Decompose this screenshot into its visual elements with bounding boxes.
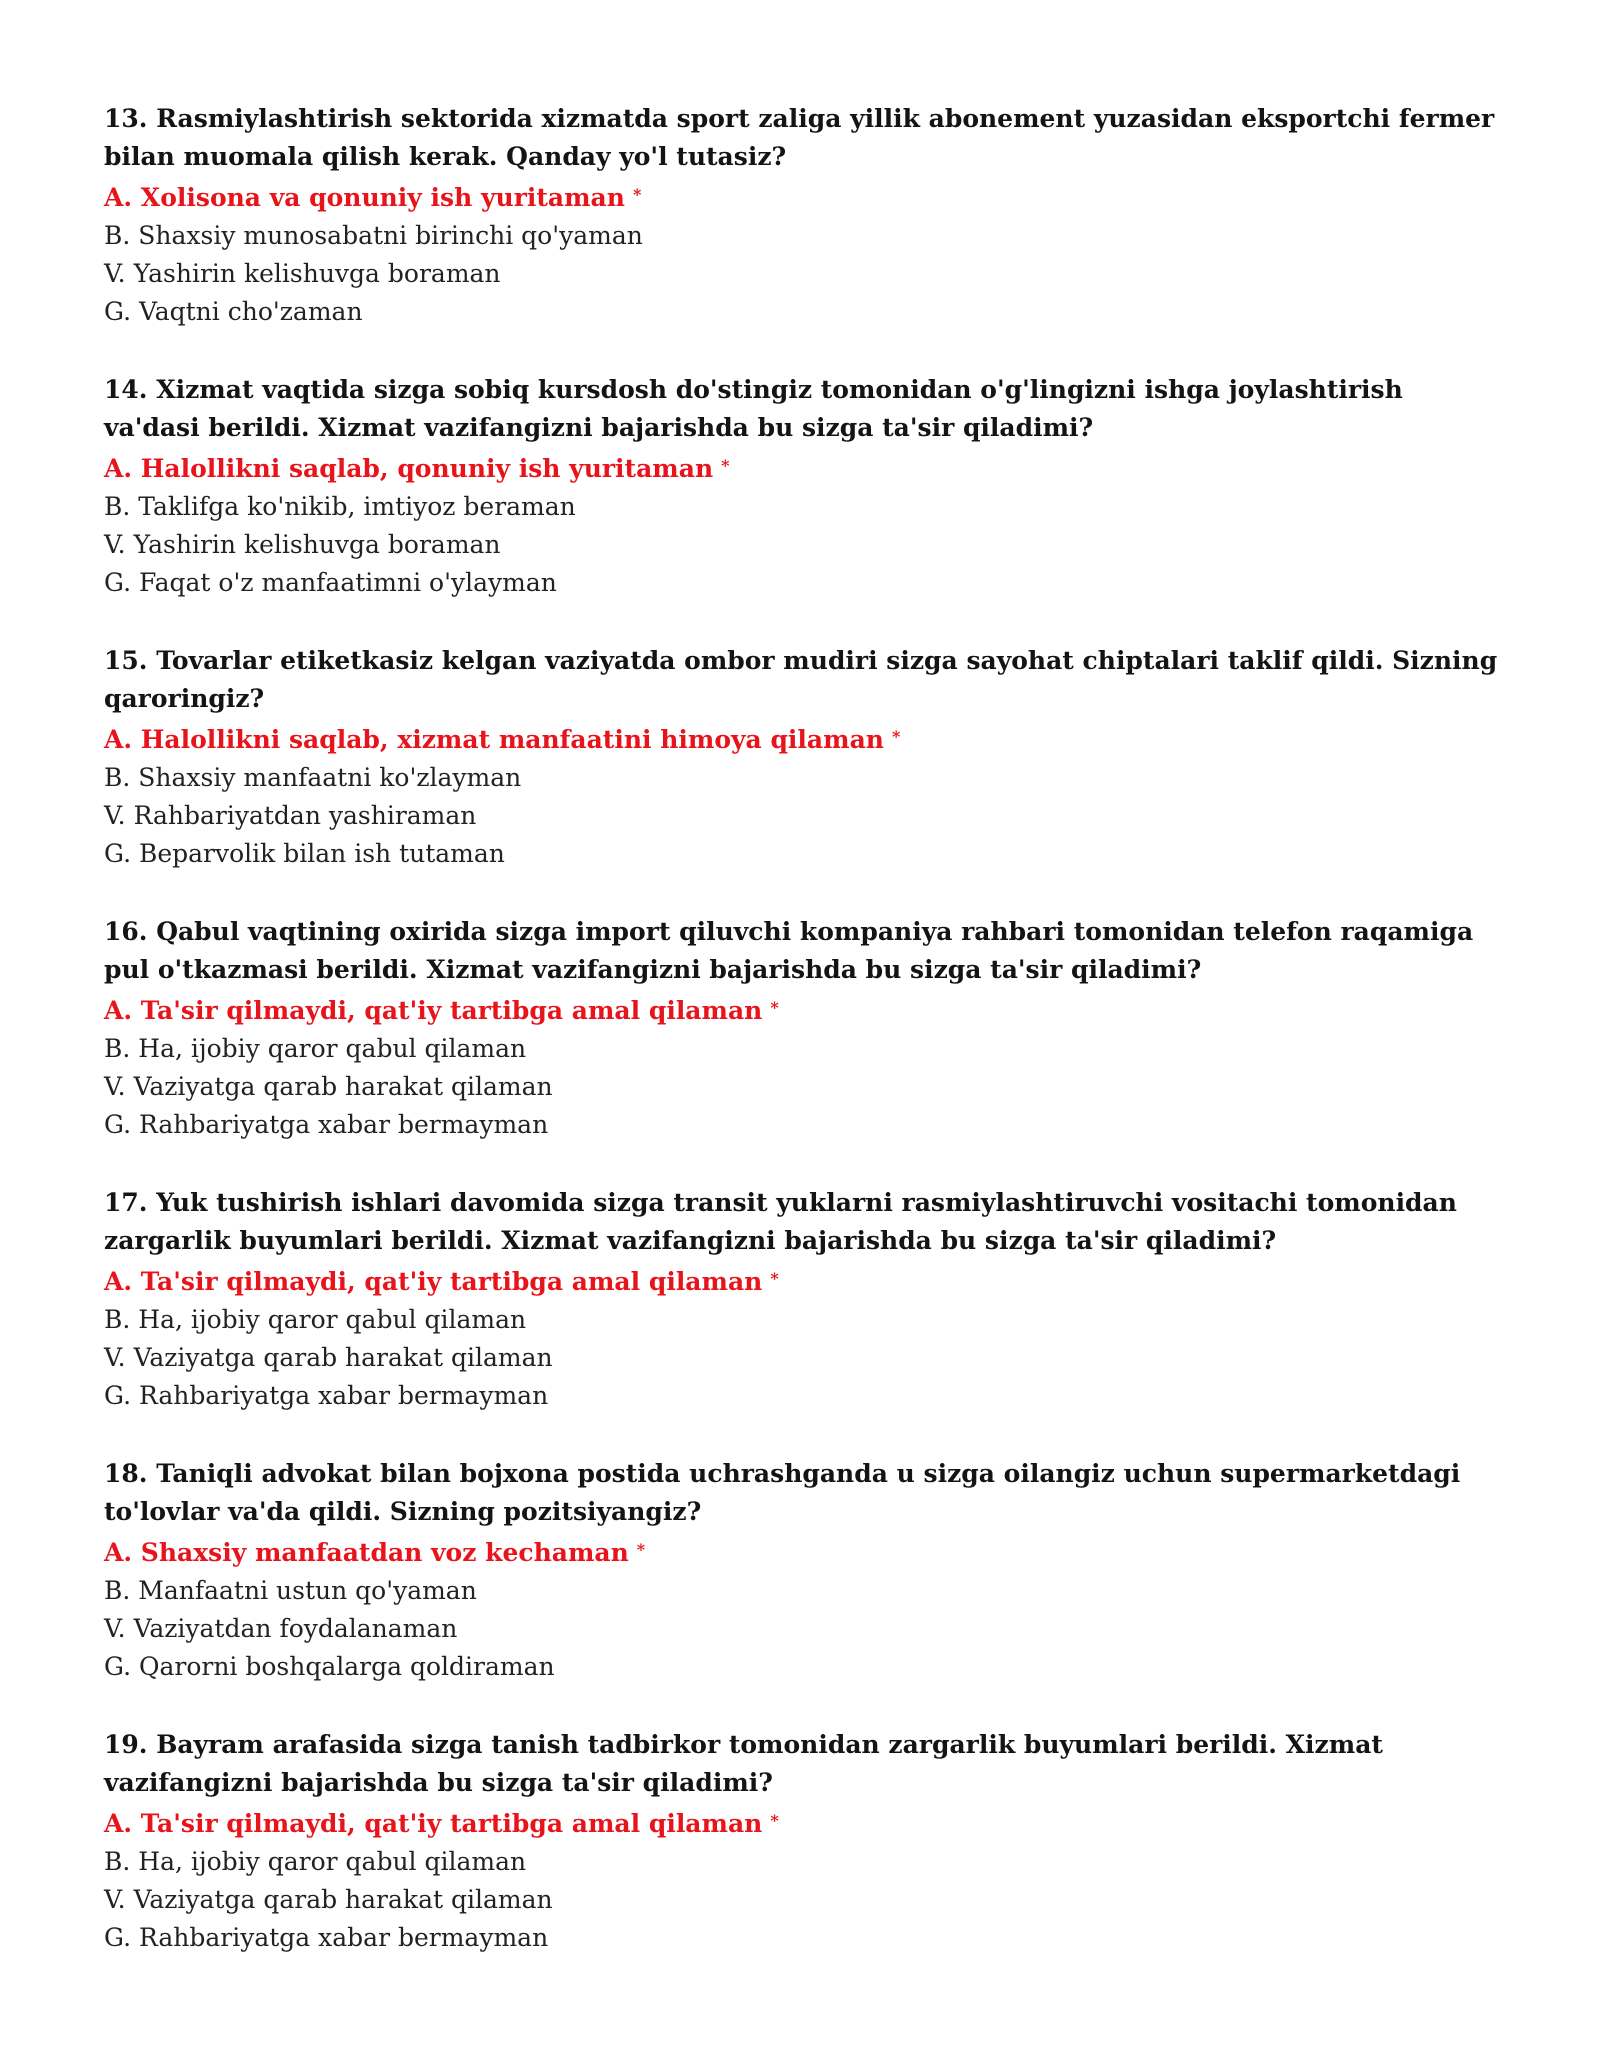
answer-option: V. Rahbariyatdan yashiraman [104, 801, 477, 830]
question-text: 17. Yuk tushirish ishlari davomida sizga transit yuklarni rasmiylashtiruvchi vositachi tomonidan zargarlik buyumlari berildi. Xizmat vazifangizni bajarishda bu sizga ta'sir qiladimi? [104, 1188, 1457, 1255]
correct-answer [104, 1260, 1504, 1301]
question-block [104, 100, 1504, 331]
correct-answer-text: A. Shaxsiy manfaatdan voz kechaman [104, 1538, 629, 1567]
answer-option: G. Qarorni boshqalarga qoldiraman [104, 1652, 555, 1681]
correct-answer [104, 176, 1504, 217]
correct-answer [104, 989, 1504, 1030]
answer-option: V. Vaziyatga qarab harakat qilaman [104, 1343, 553, 1372]
answer-option: B. Manfaatni ustun qo'yaman [104, 1576, 477, 1605]
correct-marker: * [636, 1540, 646, 1559]
question-block [104, 1184, 1504, 1415]
answer-option: B. Ha, ijobiy qaror qabul qilaman [104, 1034, 527, 1063]
question-text: 15. Tovarlar etiketkasiz kelgan vaziyatda ombor mudiri sizga sayohat chiptalari taklif qildi. Sizning qaroringiz? [104, 646, 1498, 713]
answer-option: V. Yashirin kelishuvga boraman [104, 530, 501, 559]
question-block [104, 642, 1504, 873]
answer-option: B. Shaxsiy manfaatni ko'zlayman [104, 763, 522, 792]
correct-answer-text: A. Xolisona va qonuniy ish yuritaman [104, 183, 625, 212]
question-text: 13. Rasmiylashtirish sektorida xizmatda sport zaliga yillik abonement yuzasidan eksportchi fermer bilan muomala qilish kerak. Qanday yo'l tutasiz? [104, 104, 1495, 171]
correct-answer [104, 1531, 1504, 1572]
answer-option: G. Beparvolik bilan ish tutaman [104, 839, 505, 868]
correct-answer-text: A. Ta'sir qilmaydi, qat'iy tartibga amal qilaman [104, 1809, 763, 1838]
answer-option: B. Ha, ijobiy qaror qabul qilaman [104, 1847, 527, 1876]
answer-option: V. Yashirin kelishuvga boraman [104, 259, 501, 288]
correct-answer [104, 718, 1504, 759]
question-block [104, 913, 1504, 1144]
question-text: 18. Taniqli advokat bilan bojxona postida uchrashganda u sizga oilangiz uchun supermarketdagi to'lovlar va'da qildi. Sizning pozitsiyangiz? [104, 1459, 1461, 1526]
answer-option: G. Rahbariyatga xabar bermayman [104, 1381, 549, 1410]
question-text: 16. Qabul vaqtining oxirida sizga import qiluvchi kompaniya rahbari tomonidan telefon raqamiga pul o'tkazmasi berildi. Xizmat vazifangizni bajarishda bu sizga ta'sir qiladimi? [104, 917, 1474, 984]
answer-option: B. Ha, ijobiy qaror qabul qilaman [104, 1305, 527, 1334]
correct-marker: * [770, 1269, 779, 1288]
question-block [104, 1455, 1504, 1686]
correct-marker: * [721, 456, 730, 475]
correct-answer [104, 1802, 1504, 1843]
question-block [104, 371, 1504, 602]
correct-answer-text: A. Halollikni saqlab, xizmat manfaatini himoya qilaman [104, 725, 884, 754]
question-text: 19. Bayram arafasida sizga tanish tadbirkor tomonidan zargarlik buyumlari berildi. Xizmat vazifangizni bajarishda bu sizga ta'sir qiladimi? [104, 1730, 1383, 1797]
correct-answer [104, 447, 1504, 488]
answer-option: G. Rahbariyatga xabar bermayman [104, 1923, 549, 1952]
answer-option: G. Faqat o'z manfaatimni o'ylayman [104, 568, 557, 597]
answer-option: V. Vaziyatga qarab harakat qilaman [104, 1072, 553, 1101]
answer-option: G. Vaqtni cho'zaman [104, 297, 363, 326]
correct-answer-text: A. Ta'sir qilmaydi, qat'iy tartibga amal qilaman [104, 996, 763, 1025]
correct-answer-text: A. Ta'sir qilmaydi, qat'iy tartibga amal qilaman [104, 1267, 763, 1296]
correct-marker: * [891, 727, 901, 746]
correct-marker: * [770, 1811, 779, 1830]
answer-option: B. Shaxsiy munosabatni birinchi qo'yaman [104, 221, 643, 250]
answer-option: G. Rahbariyatga xabar bermayman [104, 1110, 549, 1139]
question-block [104, 1726, 1504, 1957]
answer-option: V. Vaziyatga qarab harakat qilaman [104, 1885, 553, 1914]
question-list [104, 100, 1504, 1997]
correct-marker: * [632, 185, 642, 204]
correct-marker: * [770, 998, 779, 1017]
question-text: 14. Xizmat vaqtida sizga sobiq kursdosh do'stingiz tomonidan o'g'lingizni ishga joylashtirish va'dasi berildi. Xizmat vazifangizni bajarishda bu sizga ta'sir qiladimi? [104, 375, 1403, 442]
answer-option: V. Vaziyatdan foydalanaman [104, 1614, 458, 1643]
answer-option: B. Taklifga ko'nikib, imtiyoz beraman [104, 492, 576, 521]
correct-answer-text: A. Halollikni saqlab, qonuniy ish yuritaman [104, 454, 714, 483]
